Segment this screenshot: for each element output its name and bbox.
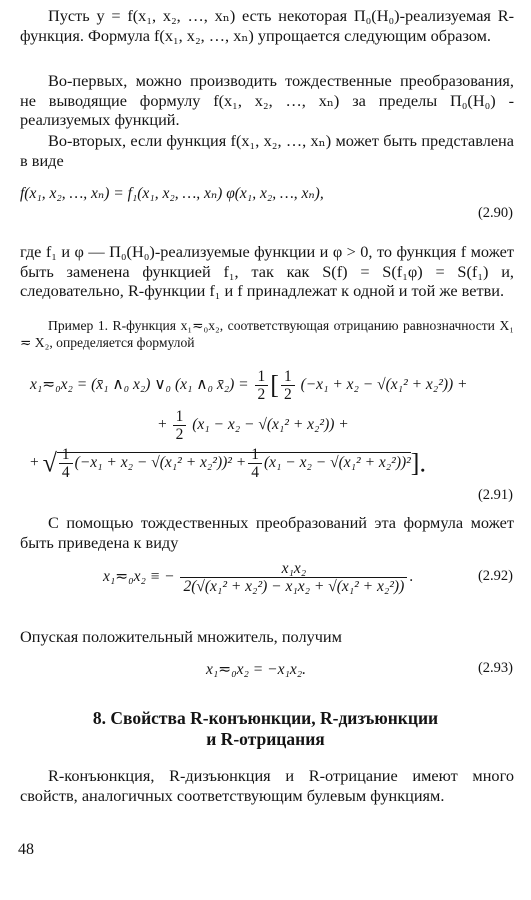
paragraph-intro: Пусть y = f(x₁, x₂, …, xₙ) есть некоторая Π₀(H₀)-реализуемая R-функция. Формула f(x₁, x₂, …, xₙ) упрощается следующим образом.: [20, 6, 514, 45]
equation-2-92: x₁≂₀x₂ ≡ − $\frac{\text{x₁x₂}}{\text{2(√(x₁² + x₂²) − x₁x₂ + √(x₁² + x₂²))}}$ .: [103, 560, 414, 595]
equation-2-91-line-3: + √ $\frac{1}{4}$ (−x₁ + x₂ − √(x₁² + x₂²))² + $\frac{1}{4}$ (x₁ − x₂ − √(x₁² + x₂²))²].: [30, 446, 426, 481]
equation-2-92-denominator: 2(√(x₁² + x₂²) − x₁x₂ + √(x₁² + x₂²)): [183, 578, 405, 595]
equation-2-93: [206, 660, 306, 679]
paragraph-first-rule: Во-первых, можно производить тождественные преобразования, не выводящие формулу f(x₁, x₂, …, xₙ) за пределы Π₀(H₀) - реализуемых функций.: [20, 71, 514, 129]
equation-2-92-number: (2.92): [477, 568, 513, 584]
fraction-half: $\frac{1}{2}$: [255, 368, 269, 403]
sqrt-sign: √: [42, 448, 57, 478]
equation-2-90-body: f(x₁, x₂, …, xₙ) = f₁(x₁, x₂, …, xₙ) φ(x₁, x₂, …, xₙ),: [20, 185, 324, 202]
equation-2-90-number: (2.90): [477, 205, 513, 221]
paragraph-second-rule: Во-вторых, если функция f(x₁, x₂, …, xₙ) может быть представлена в виде: [20, 131, 514, 170]
equation-2-92-fraction: [180, 560, 407, 595]
fraction-half-line-2: $\frac{1}{2}$: [173, 408, 187, 443]
equation-2-91-line-3-term-b: (x₁ − x₂ − √(x₁² + x₂²))²: [264, 454, 411, 472]
paragraph-transformation: С помощью тождественных преобразований эта формула может быть приведена к виду: [20, 513, 514, 552]
section-heading-line-2: и R-отрицания: [206, 729, 325, 749]
paragraph-properties: R-конъюнкция, R-дизъюнкция и R-отрицание имеют много свойств, аналогичных соответствующим булевым функциям.: [20, 766, 514, 805]
page-number: 48: [18, 841, 34, 858]
equation-2-93-body: x₁≂₀x₂ = −x₁x₂.: [206, 661, 306, 678]
paragraph-omit-factor: Опуская положительный множитель, получим: [20, 627, 342, 646]
section-heading-line-1: 8. Свойства R-конъюнкции, R-дизъюнкции: [92, 708, 439, 728]
equation-2-92-lhs: x₁≂₀x₂ ≡ −: [103, 568, 175, 586]
equation-2-90: [20, 184, 324, 203]
fraction-half-inner: $\frac{1}{2}$: [281, 368, 295, 403]
sqrt-radicand: $\frac{1}{4}$ (−x₁ + x₂ − √(x₁² + x₂²))² + $\frac{1}{4}$ (x₁ − x₂ − √(x₁² + x₂²))²: [57, 452, 411, 471]
equation-2-91-line-1: x₁≂₀x₂ = (x̄₁ ∧₀ x₂) ∨₀ (x₁ ∧₀ x̄₂) = $\frac{1}{2}$ [ $\frac{1}{2}$ (−x₁ + x₂ − √(x₁² + x₂²)) +: [30, 368, 468, 403]
equation-2-92-numerator: x₁x₂: [180, 560, 407, 578]
equation-2-91-line-3-term-a: (−x₁ + x₂ − √(x₁² + x₂²))² +: [74, 454, 247, 472]
equation-2-91-line-2: + $\frac{1}{2}$ (x₁ − x₂ − √(x₁² + x₂²)) +: [158, 408, 349, 443]
equation-2-93-number: (2.93): [477, 660, 513, 676]
equation-2-91-line-1-term: (−x₁ + x₂ − √(x₁² + x₂²)) +: [300, 376, 468, 394]
equation-2-91-number: (2.91): [477, 487, 513, 503]
equation-2-91-lhs: x₁≂₀x₂ = (x̄₁ ∧₀ x₂) ∨₀ (x₁ ∧₀ x̄₂) =: [30, 376, 249, 394]
equation-2-91-line-2-term: (x₁ − x₂ − √(x₁² + x₂²)) +: [192, 416, 349, 434]
paragraph-replacement: где f₁ и φ — Π₀(H₀)-реализуемые функции и φ > 0, то функция f может быть заменена функцией f₁, так как S(f) = S(f₁φ) = S(f₁) и, следовательно, R-функции f₁ и f принадлежат к одной и той же ветви.: [20, 242, 514, 300]
example-1: Пример 1. R-функция x₁≂₀x₂, соответствующая отрицанию равнозначности X₁ ≂ X₂, определяется формулой: [20, 318, 514, 350]
